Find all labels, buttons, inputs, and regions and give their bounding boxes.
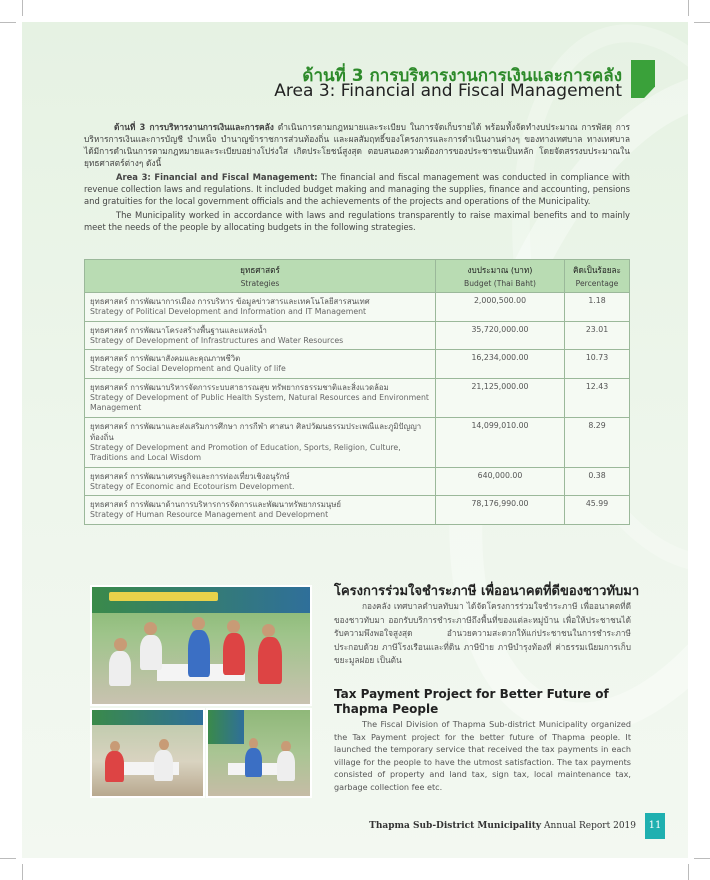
tax-service-photo-2 (90, 708, 205, 798)
percentage-cell: 12.43 (565, 378, 630, 417)
budget-cell: 35,720,000.00 (436, 321, 565, 350)
crop-mark (688, 864, 689, 880)
percentage-cell: 1.18 (565, 293, 630, 322)
photo-banner-sign (109, 592, 218, 601)
intro-lead-thai: ด้านที่ 3 การบริหารงานการเงินและการคลัง (114, 122, 274, 132)
budget-cell: 21,125,000.00 (436, 378, 565, 417)
project-body-thai: กองคลัง เทศบาลตำบลทับมา ได้จัดโครงการร่วมใจชำระภาษี เพื่ออนาคตที่ดีของชาวทับมา ออกรับบริการชำระภาษีถึงพื้นที่ของแต่ละหมู่บ้าน เพื่อให้ประชาชนได้รับความพึงพอใจสูงสุด อำนวยความสะดวกให้แก่ประชาชนในการชำระภาษี ประกอบด้วย ภาษีโรงเรือนและที่ดิน ภาษีป้าย ภาษีบำรุงท้องที่ ค่าธรรมเนียมการเก็บขยะมูลฝอย เป็นต้น (334, 601, 631, 665)
photo-person (105, 751, 124, 782)
project-title-english: Tax Payment Project for Better Future of Thapma People (334, 687, 609, 716)
intro-paragraph-thai (84, 121, 630, 169)
header-percentage: คิดเป็นร้อยละ Percentage (565, 260, 630, 293)
strategy-cell: ยุทธศาสตร์ การพัฒนาบริหารจัดการระบบสาธารณสุข ทรัพยากรธรรมชาติและสิ่งแวดล้อม Strategy of Development of Public Health System, Natural Resources and Environment Management (85, 378, 436, 417)
footer-report: Annual Report 2019 (544, 821, 636, 831)
photo-person (154, 750, 173, 781)
budget-cell: 16,234,000.00 (436, 350, 565, 379)
strategy-cell: ยุทธศาสตร์ การพัฒนาสังคมและคุณภาพชีวิต Strategy of Social Development and Quality of life (85, 350, 436, 379)
footer-caption (369, 821, 636, 831)
photo-person-head (227, 620, 240, 633)
intro-lead-english: Area 3: Financial and Fiscal Management: (116, 172, 318, 182)
section-title-english: Area 3: Financial and Fiscal Management (274, 81, 622, 101)
table-row (85, 350, 630, 379)
budget-cell: 14,099,010.00 (436, 417, 565, 467)
intro-body-english: The financial and fiscal management was conducted in compliance with revenue collection laws and regulations. It included budget making and managing the supplies, finance and accounting, pensions and gratuities for the local government officials and the achievements of the projects and operations of the Municipality. (84, 172, 630, 206)
photo-person-head (192, 617, 205, 630)
table-row (85, 378, 630, 417)
section-title-thai: ด้านที่ 3 การบริหารงานการเงินและการคลัง (302, 66, 622, 86)
budget-cell: 78,176,990.00 (436, 496, 565, 525)
intro-paragraph-english (84, 171, 630, 207)
percentage-cell: 0.38 (565, 467, 630, 496)
photo-banner (208, 710, 244, 744)
header-budget: งบประมาณ (บาท) Budget (Thai Baht) (436, 260, 565, 293)
crop-mark (694, 22, 710, 23)
percentage-cell: 10.73 (565, 350, 630, 379)
header-strategies: ยุทธศาสตร์ Strategies (85, 260, 436, 293)
crop-mark (0, 858, 16, 859)
percentage-cell: 23.01 (565, 321, 630, 350)
percentage-cell: 45.99 (565, 496, 630, 525)
tax-service-photo-3 (206, 708, 312, 798)
photo-person-head (144, 622, 157, 635)
project-body-english: The Fiscal Division of Thapma Sub-district Municipality organized the Tax Payment project for the better future of Thapma people. It launched the temporary service that received the tax payments in each village for the people to have the utmost satisfaction. The tax payments consisted of property and land tax, sign tax, local maintenance tax, garbage collection fee etc. (334, 719, 631, 792)
table-header-row (85, 260, 630, 293)
budget-table (84, 259, 630, 525)
tax-service-photo-main (90, 585, 312, 706)
strategy-cell: ยุทธศาสตร์ การพัฒนาเศรษฐกิจและการท่องเที่ยวเชิงอนุรักษ์ Strategy of Economic and Ecotourism Development. (85, 467, 436, 496)
photo-person-head (159, 739, 169, 750)
table-row (85, 467, 630, 496)
intro-body-thai: ดำเนินการตามกฎหมายและระเบียบ ในการจัดเก็บรายได้ พร้อมทั้งจัดทำงบประมาณ การพัสดุ การบริหารการเงินและการบัญชี บำเหน็จ บำนาญข้าราชการส่วนท้องถิ่น และผลสัมฤทธิ์ของโครงการและการดำเนินงานต่างๆ ของทางเทศบาล ทางเทศบาลได้มีการดำเนินการตามกฎหมายและระเบียบอย่างโปร่งใส เกิดประโยชน์สูงสุด ตอบสนองความต้องการของประชาชนเป็นหลัก โดยจัดสรรงบประมาณในยุทธศาสตร์ต่างๆ ดังนี้ (84, 122, 630, 168)
photo-person (277, 751, 294, 780)
intro-paragraph-english-2: The Municipality worked in accordance with laws and regulations transparently to raise maximal benefits and to mainly meet the needs of the people by allocating budgets in the following strategies. (84, 210, 630, 232)
photo-person-head (114, 638, 127, 651)
crop-mark (0, 22, 16, 23)
strategy-cell: ยุทธศาสตร์ การพัฒนาการเมือง การบริหาร ข้อมูลข่าวสารและเทคโนโลยีสารสนเทศ Strategy of Political Development and Information and IT Management (85, 293, 436, 322)
photo-person (140, 635, 162, 670)
photo-person-head (262, 624, 275, 637)
budget-cell: 640,000.00 (436, 467, 565, 496)
percentage-cell: 8.29 (565, 417, 630, 467)
footer-org: Thapma Sub-District Municipality (369, 821, 542, 831)
table-row (85, 496, 630, 525)
photo-person (109, 651, 131, 686)
intro-text (84, 121, 630, 235)
strategy-cell: ยุทธศาสตร์ การพัฒนาด้านการบริหารการจัดการและพัฒนาทรัพยากรมนุษย์ Strategy of Human Resource Management and Development (85, 496, 436, 525)
crop-mark (22, 864, 23, 880)
photo-person (188, 630, 210, 677)
project-title-thai: โครงการร่วมใจชำระภาษี เพื่ออนาคตที่ดีของชาวทับมา (334, 584, 640, 599)
crop-mark (694, 858, 710, 859)
table-row (85, 417, 630, 467)
photo-person (245, 748, 262, 777)
photo-banner (92, 710, 203, 725)
strategy-cell: ยุทธศาสตร์ การพัฒนาและส่งเสริมการศึกษา การกีฬา ศาสนา ศิลปวัฒนธรรมประเพณีและภูมิปัญญาท้องถิ่น Strategy of Development and Promotion of Education, Sports, Religion, Culture, Traditions and Local Wisdom (85, 417, 436, 467)
strategy-cell: ยุทธศาสตร์ การพัฒนาโครงสร้างพื้นฐานและแหล่งน้ำ Strategy of Development of Infrastructures and Water Resources (85, 321, 436, 350)
crop-mark (688, 0, 689, 16)
photo-person (223, 633, 245, 675)
photo-person (258, 637, 282, 684)
budget-cell: 2,000,500.00 (436, 293, 565, 322)
crop-mark (22, 0, 23, 16)
page-number: 11 (645, 813, 665, 839)
table-row (85, 321, 630, 350)
table-row (85, 293, 630, 322)
